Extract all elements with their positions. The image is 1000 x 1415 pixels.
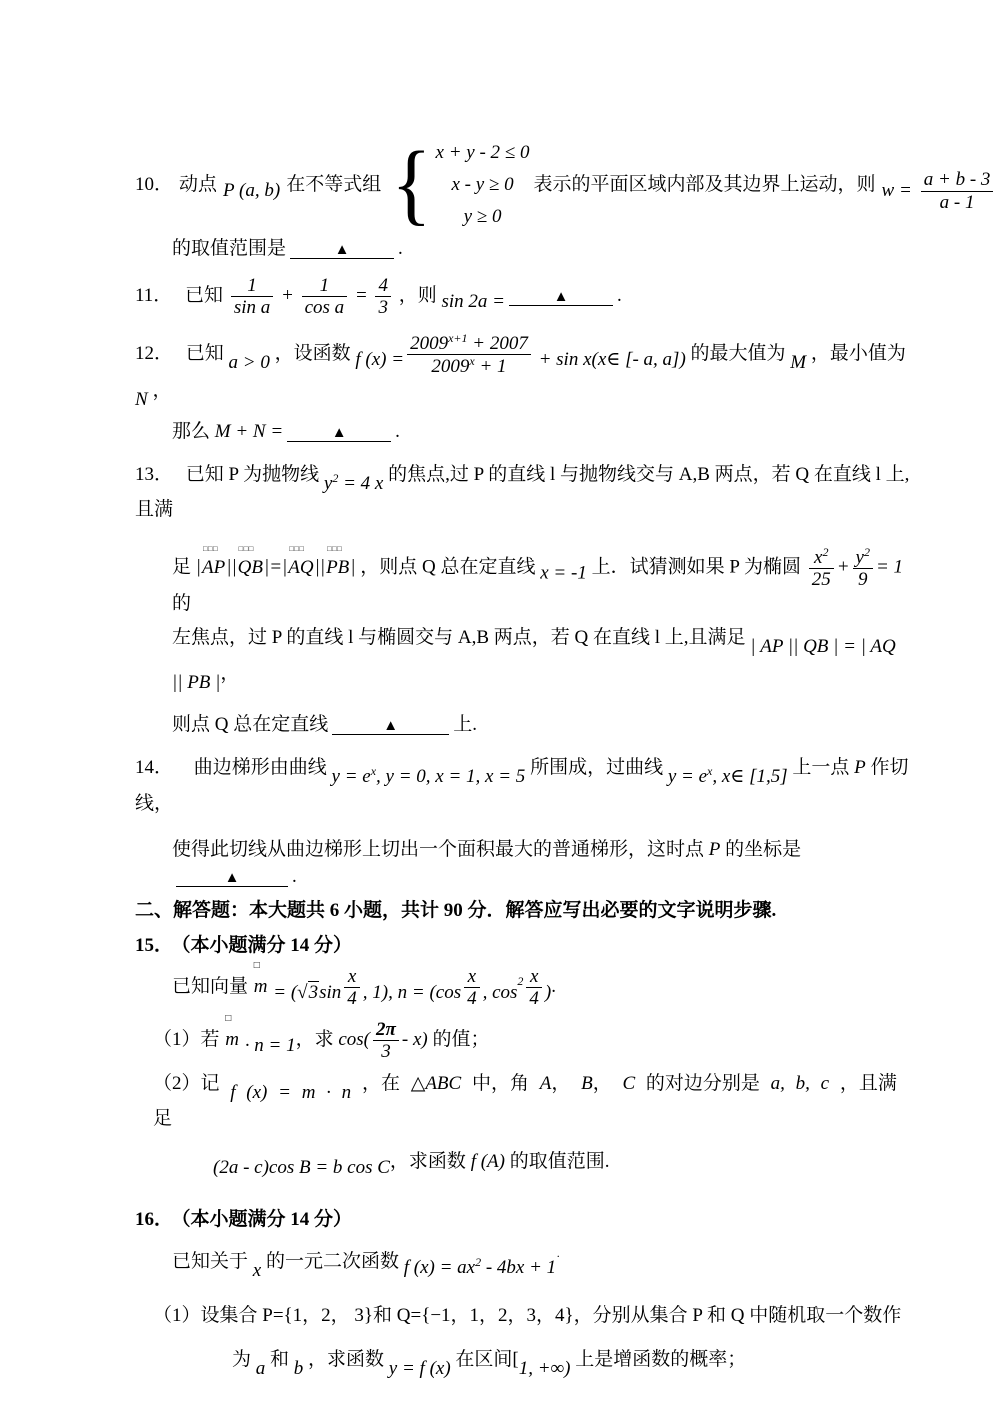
text-run: 在区间[ [455,1349,519,1371]
fraction-denominator: 9 [853,568,873,590]
radicand: 3 [308,981,319,1003]
fraction-denominator: a - 1 [921,191,994,213]
q15-part-2 [135,1071,910,1133]
equals-open: = ( [273,981,298,1003]
math-parabola [323,470,384,494]
question-12 [135,332,910,446]
text-run: 上是增函数的概率； [575,1349,747,1371]
answer-triangle: ▲ [334,242,350,258]
text-run: 已知 P 为抛物线 [185,463,320,485]
text-run: ， [220,662,240,684]
cos-open: cos( [338,1029,370,1051]
fraction-denominator: 3 [373,1040,399,1062]
q15-header [135,933,910,960]
comma-one-close: , 1), [362,981,398,1003]
math-a-gt-0: a > 0 [228,352,270,374]
comma: ， [592,1072,612,1094]
den-rest: + 1 [474,356,507,378]
vector-letter: m [253,975,268,997]
fraction-numerator: 4 [378,274,388,296]
text-run: 已知 [185,284,224,306]
math-C: C [622,1072,636,1094]
vector-arrow-boxes: □□□ [289,543,305,553]
inequality-2: x - y ≥ 0 [451,173,514,195]
text-run: ， [152,379,172,401]
open-cos: (cos [429,981,462,1003]
vector-QB [237,543,263,582]
equation-rest: = 4 x [338,472,384,494]
radical-3 [297,981,319,1003]
quadratic-base: f (x) = ax [403,1256,476,1278]
q14-line-1 [135,755,910,817]
math-dot-n: · n = 1 [244,1035,296,1057]
left-brace-symbol: { [391,134,432,235]
question-11 [135,275,910,319]
den-superscript: x [469,354,475,369]
curve-superscript: x [370,763,377,778]
bar: || [226,556,237,578]
text-run: 使得此切线从曲边梯形上切出一个面积最大的普通梯形，这时点 [172,839,705,861]
math-M-plus-N: M + N = [214,421,284,443]
answer-blank [287,419,391,442]
text-run: 的焦点,过 P 的直线 l 与抛物线交与 A,B 两点，若 Q 在直线 l 上,且满 [135,463,910,521]
math-fA: f (A) [470,1150,505,1172]
vector-PB [326,543,350,582]
text-run: . [292,865,297,887]
fraction-x2-25 [809,546,834,591]
x-base: x [814,547,823,569]
fraction-numerator [853,546,873,568]
fraction-numerator: 1 [247,274,257,296]
curve-base: y = e [667,765,708,787]
bar: |=| [264,556,288,578]
math-sinx-domain: + sin x(x∈ [- a, a]) [538,349,686,371]
math-fx-equals: f (x) = [355,349,405,371]
math-B: B [581,1072,593,1094]
vector-letters: QB [237,556,263,578]
vector-letters: AP [202,556,226,578]
text-run: 已知 [185,343,224,365]
text-run: 足 [172,556,192,578]
math-curves [331,763,526,787]
y-superscript: 2 [332,470,339,485]
text-run: . [398,238,403,259]
math-x-eq-minus1: x = -1 [540,562,587,584]
fraction-1-over-cosa [302,275,348,319]
math-b: b [293,1358,304,1380]
math-abs-products: | AP || QB | = | AQ || PB | [172,636,896,693]
vector-m [253,959,268,1001]
text-run: 的最大值为 [690,343,786,365]
math-eq-1: = 1 [875,556,904,578]
vector-letters: AQ [288,556,314,578]
q10-line-2 [135,236,910,263]
q15-line-4 [135,1149,910,1182]
q13-line-4 [135,712,910,739]
fraction-1-over-sina [231,275,273,319]
text-run: 的 [172,592,192,614]
vector-m [225,1013,239,1054]
q13-line-3 [135,625,910,696]
text-run: 为 [232,1349,252,1371]
question-number: 15． [135,934,174,956]
curve-superscript: x [707,763,713,778]
answer-blank [290,236,394,259]
answer-blank [509,283,613,306]
radical-sign: √ [297,981,308,1003]
math-triangle-abc: △ABC [410,1072,462,1094]
y-base: y [323,472,333,494]
answer-triangle: ▲ [224,869,240,886]
fraction-numerator: x [347,965,357,987]
math-abc: a, b, c [770,1072,830,1094]
fraction-numerator: a + b - 3 [923,169,991,191]
text-run: 左焦点，过 P 的直线 l 与椭圆交与 A,B 两点，若 Q 在直线 l 上,且满足 [172,627,746,649]
plus-sign: + [281,284,294,306]
q15-part-1 [135,1013,910,1063]
bar: | [195,556,201,578]
q13-line-1 [135,462,910,524]
part-label: （1）若 [153,1029,220,1051]
y-superscript: 2 [863,545,870,560]
bar: | [350,556,356,578]
q15-line-1 [135,959,910,1010]
text-run: 的值； [432,1029,490,1051]
math-interval: 1, +∞) [518,1358,571,1380]
math-sin2a: sin 2a = [441,290,505,312]
question-15 [135,933,910,1181]
question-number: 16． [135,1209,174,1231]
math-point-pab: P (a, b) [223,179,281,201]
text-run: 动点 [179,173,218,195]
question-13 [135,462,910,739]
q13-line-2 [135,543,910,617]
q11-line-1 [135,275,910,319]
answer-blank [332,712,449,735]
text-run: 的对边分别是 [645,1072,760,1094]
curve-rest: , x∈ [1,5] [712,765,788,787]
q10-line-1 [135,134,991,235]
inequality-3: y ≥ 0 [463,206,502,228]
fraction-numerator: x [467,965,477,987]
den-base: 2009 [431,356,470,378]
vector-arrow-box: □ [253,959,260,971]
fraction-2pi-3 [373,1019,399,1063]
question-10 [135,134,991,263]
fraction-denominator: cos a [302,296,348,318]
y-base: y [855,547,864,569]
text-run: 的坐标是 [725,839,802,861]
text-run: ，则 [398,284,437,306]
fraction-2009 [407,332,531,378]
section-2-header: 二、解答题：本大题共 6 小题，共计 90 分．解答应写出必要的文字说明步骤. [135,900,777,922]
math-w-equals: w = [881,179,912,201]
curve-base: y = e [331,765,371,787]
text-run: 上. [453,714,477,736]
math-x: x [412,1029,422,1051]
text-run: ，则点 Q 总在定直线 [360,556,536,578]
num-superscript: x+1 [448,331,468,346]
minus-sign: - [401,1029,413,1051]
num-rest: + 2007 [467,333,528,355]
text-run: ，求 [295,1029,334,1051]
math-n-equals: n = [397,981,425,1003]
math-curve-domain [667,763,788,787]
fraction-numerator [809,546,834,568]
fraction-x-4 [526,966,542,1010]
vector-letters: PB [326,556,350,578]
text-run: 中，角 [471,1072,529,1094]
math-M: M [790,352,807,374]
text-run: 则点 Q 总在定直线 [172,714,329,736]
curve-rest: , y = 0, x = 1, x = 5 [376,765,526,787]
vector-arrow-box: □ [225,1013,232,1025]
comma: ， [551,1072,571,1094]
vector-arrow-boxes: □□□ [203,543,219,553]
text-run: 所围成，过曲线 [530,756,664,778]
question-number: 10． [135,173,174,195]
close-paren: ) [421,1029,428,1051]
text-run: 作切线， [135,756,909,814]
q16-part-1 [135,1303,910,1330]
question-number: 11． [135,284,173,306]
inequality-rows [436,137,530,234]
text-run: 上．试猜测如果 P 为椭圆 [591,556,801,578]
fraction-x-4 [344,966,360,1010]
math-quadratic [403,1254,557,1278]
fraction-w-value [921,169,994,213]
fraction-numerator [407,332,531,354]
close-paren: ) [544,981,552,1003]
question-number: 14． [135,756,174,778]
x-superscript: 2 [822,545,829,560]
fraction-4-over-3 [375,275,391,319]
cos-superscript: 2 [517,973,524,988]
text-run: 的一元二次函数 [265,1250,399,1272]
bar: || [314,556,326,578]
vector-AQ [288,543,314,582]
fraction-y2-9 [853,546,873,591]
question-number: 13． [135,463,174,485]
quadratic-superscript: 2 [475,1254,482,1269]
points-label: （本小题满分 14 分） [181,1209,353,1231]
equals-sign: = [354,284,368,306]
text-run: （1）设集合 P={1，2， 3}和 Q={−1，1，2，3，4}，分别从集合 P 和 Q 中随机取一个数作 [153,1304,902,1326]
question-14 [135,755,910,890]
text-run: ，设函数 [274,343,351,365]
text-run: 已知关于 [172,1250,249,1272]
inequality-1: x + y - 2 ≤ 0 [435,141,530,163]
answer-triangle: ▲ [331,425,347,442]
math-fx-mn: f (x) = m · n [230,1081,352,1103]
plus-sign: + [836,556,850,578]
answer-triangle: ▲ [553,288,569,305]
text-run: 已知向量 [172,975,249,997]
q16-line-3 [135,1347,910,1383]
fraction-x-4 [464,966,480,1010]
question-number: 12． [135,343,174,365]
q12-line-1 [135,332,910,413]
text-run: ，求函数 [389,1150,466,1172]
period: . [551,975,556,997]
text-run: 的取值范围. [509,1150,610,1172]
fraction-numerator: x [529,965,539,987]
q16-header [135,1207,910,1234]
answer-triangle: ▲ [383,718,399,735]
text-run: ，在 [361,1072,400,1094]
text-run: 的取值范围是 [172,238,287,259]
math-P: P [854,756,866,778]
math-law-of-sines-eq: (2a - c)cos B = b cos C [213,1156,390,1178]
text-run: 那么 [172,421,211,443]
vector-letter: m [225,1029,239,1051]
text-run: 在不等式组 [286,173,382,195]
answer-blank [176,864,288,887]
points-label: （本小题满分 14 分） [181,934,353,956]
text-run: ，且满足 [153,1072,897,1130]
vector-AP [202,543,226,582]
question-16 [135,1207,910,1382]
q16-line-1 [135,1248,910,1285]
text-run: . [395,421,400,443]
comma-cos: , cos [482,981,518,1003]
text-run: 表示的平面区域内部及其边界上运动，则 [533,173,876,195]
trailing-dot: · [556,1248,561,1263]
text-run: 曲边梯形由曲线 [193,756,327,778]
fraction-denominator [407,354,531,377]
fraction-denominator: 3 [375,296,391,318]
fraction-numerator: 1 [319,274,330,296]
part-label: （2）记 [153,1072,220,1094]
fraction-denominator: 25 [809,568,834,590]
vector-arrow-boxes: □□□ [238,543,254,553]
text-run: ，最小值为 [810,343,906,365]
fraction-numerator: 2π [376,1019,396,1041]
fraction-denominator: 4 [344,987,360,1009]
fraction-denominator: 4 [526,987,542,1009]
q14-line-2 [135,837,910,890]
q12-line-2 [135,419,910,446]
text-run: 上一点 [792,756,850,778]
inequality-system [391,134,530,235]
num-base: 2009 [410,333,449,355]
math-N: N [135,388,148,410]
math-a: a [255,1358,266,1380]
vector-arrow-boxes: □□□ [327,543,343,553]
math-x: x [252,1259,262,1281]
fraction-denominator: 4 [464,987,480,1009]
sin-label: sin [319,981,342,1003]
quadratic-rest: - 4bx + 1 [481,1256,557,1278]
fraction-denominator: sin a [231,296,273,318]
text-run: ，求函数 [308,1349,385,1371]
math-P: P [708,839,721,861]
math-A: A [539,1072,552,1094]
text-run: . [617,284,622,306]
text-run: 和 [270,1349,290,1371]
math-y-fx: y = f (x) [388,1358,451,1380]
